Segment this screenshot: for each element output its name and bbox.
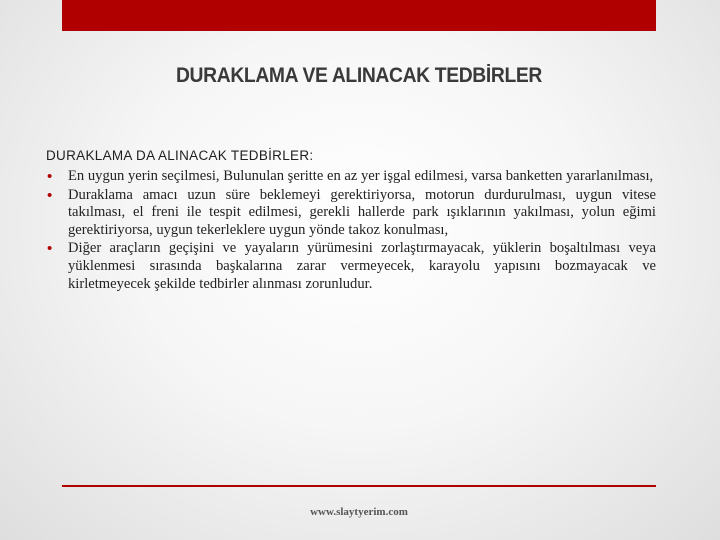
bullet-dot-icon: • <box>47 186 53 204</box>
bottom-divider <box>62 485 656 487</box>
bullet-item <box>46 240 656 293</box>
bullet-item <box>46 187 656 240</box>
slide-content <box>46 147 656 294</box>
bullet-dot-icon: • <box>47 168 53 185</box>
bullet-text: Diğer araçların geçişini ve yayaların yürümesini zorlaştırmayacak, yüklerin boşaltılması veya yüklenmesi sırasında başkalarına zarar vermeyecek, karayolu yapısını bozmayacak ve kirletmeyecek şekilde tedbirler alınması zorunludur. <box>68 240 656 292</box>
bullet-item <box>46 168 656 186</box>
bullet-text: En uygun yerin seçilmesi, Bulunulan şeritte en az yer işgal edilmesi, varsa banketten yararlanılması, <box>68 168 654 184</box>
section-subtitle: DURAKLAMA DA ALINACAK TEDBİRLER: <box>46 148 314 163</box>
bullet-list <box>46 168 656 293</box>
bullet-dot-icon: • <box>47 240 53 258</box>
slide-title: DURAKLAMA VE ALINACAK TEDBİRLER <box>175 64 543 87</box>
footer-website: www.slaytyerim.com <box>310 506 408 518</box>
bullet-text: Duraklama amacı uzun süre beklemeyi gerektiriyorsa, motorun durdurulması, uygun vitese takılması, el freni ile tespit edilmesi, gerekli hallerde park ışıklarının yakılması, yolun eğimi gerektiriyorsa, uygun tekerleklere uygun yönde takoz konulması, <box>68 186 656 238</box>
top-accent-bar <box>62 0 656 31</box>
